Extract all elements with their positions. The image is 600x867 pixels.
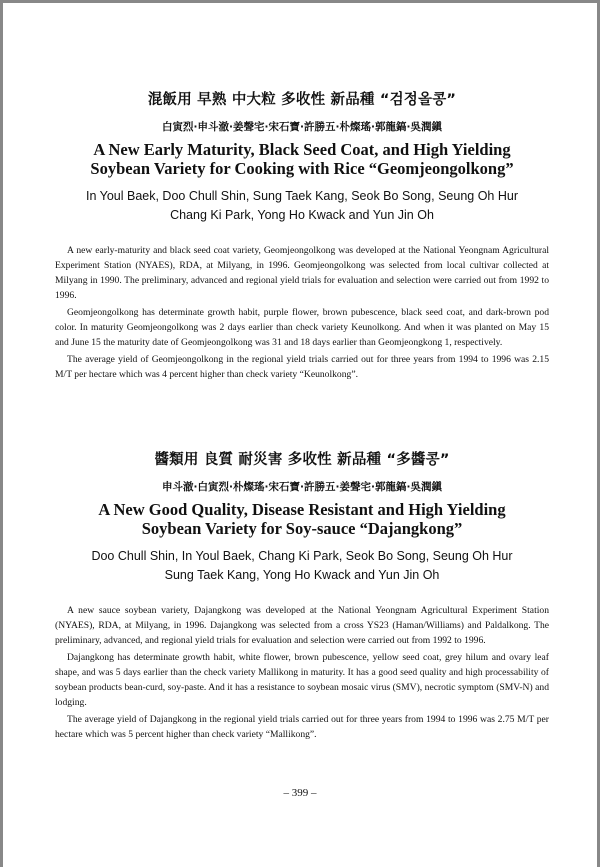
page-number: – 399 – (283, 787, 317, 799)
english-authors (55, 547, 549, 585)
authors-line: Chang Ki Park, Yong Ho Kwack and Yun Jin Oh (170, 208, 434, 222)
abstract (55, 603, 549, 742)
abstract (55, 243, 549, 382)
korean-authors: 申斗澈·白寅烈·朴燦瑤·宋石寶·許勝五·姜聲宅·郭龍鎬·吳潤鎭 (162, 481, 442, 493)
english-title-line: Soybean Variety for Soy-sauce “Dajangkong” (141, 519, 463, 538)
english-title-line: A New Good Quality, Disease Resistant and High Yielding (98, 500, 506, 519)
english-title (55, 500, 549, 538)
page-border-top (0, 0, 600, 3)
article-geomjeongolkong (55, 88, 549, 384)
english-title-line: A New Early Maturity, Black Seed Coat, and High Yielding (93, 140, 511, 159)
abstract-paragraph: A new early-maturity and black seed coat variety, Geomjeongolkong was developed at the National Yeongnam Agricultural Experiment Station (NYAES), RDA, at Milyang, in 1996. Geomjeongolkong was selected from local cultivar collected at Milyang in 1990. The preliminary, advanced and regional yield trials for evaluation and selection were carried out from 1992 to 1996. (55, 245, 549, 301)
authors-line: Sung Taek Kang, Yong Ho Kwack and Yun Jin Oh (164, 568, 440, 582)
korean-authors: 白寅烈·申斗澈·姜聲宅·宋石寶·許勝五·朴燦瑤·郭龍鎬·吳潤鎭 (162, 121, 442, 133)
abstract-paragraph: A new sauce soybean variety, Dajangkong was developed at the National Yeongnam Agricultural Experiment Station (NYAES), RDA, at Milyang, in 1996. Dajangkong was selected from a cross YS23 (Haman/Williams) and Paldalkong. The preliminary, advanced, and regional yield trials for evaluation and selection were carried out from 1992 to 1996. (55, 605, 549, 646)
korean-title: 醬類用 良質 耐災害 多收性 新品種 “多醬콩” (154, 452, 450, 468)
authors-line: In Youl Baek, Doo Chull Shin, Sung Taek Kang, Seok Bo Song, Seung Oh Hur (85, 189, 518, 203)
english-title-line: Soybean Variety for Cooking with Rice “Geomjeongolkong” (90, 159, 514, 178)
abstract-paragraph: The average yield of Dajangkong in the regional yield trials carried out for three years from 1994 to 1996 was 2.75 M/T per hectare which was 5 percent higher than check variety “Mallikong”. (55, 714, 549, 740)
abstract-paragraph: The average yield of Geomjeongolkong in the regional yield trials carried out for three years from 1994 to 1996 was 2.15 M/T per hectare which was 4 percent higher than check variety “Keunolkong”. (55, 354, 549, 380)
page-border-left (0, 0, 3, 867)
abstract-paragraph: Dajangkong has determinate growth habit, white flower, brown pubescence, yellow seed coat, grey hilum and ovary leaf shape, and was 5 days earlier than the check variety Mallikong in maturity. It has a good seed quality and high processability of soybean products bean-curd, soy-paste. And it has a resistance to soybean mosaic virus (SMV), necrotic symptom (SMV-N) and lodging. (55, 652, 549, 708)
authors-line: Doo Chull Shin, In Youl Baek, Chang Ki Park, Seok Bo Song, Seung Oh Hur (91, 549, 513, 563)
english-authors (55, 187, 549, 225)
abstract-paragraph: Geomjeongolkong has determinate growth habit, purple flower, brown pubescence, black seed coat, and dark-brown pod color. In maturity Geomjeongolkong was 2 days earlier than check variety Keunolkong. And when it was planted on May 15 and June 15 the maturity date of Geomjeongolkong was 31 and 18 days earlier than Geomjeongkong 1, respectively. (55, 307, 549, 348)
english-title (55, 140, 549, 178)
korean-title: 混飯用 早熟 中大粒 多收性 新品種 “검정올콩” (147, 92, 457, 108)
article-dajangkong (55, 448, 549, 744)
